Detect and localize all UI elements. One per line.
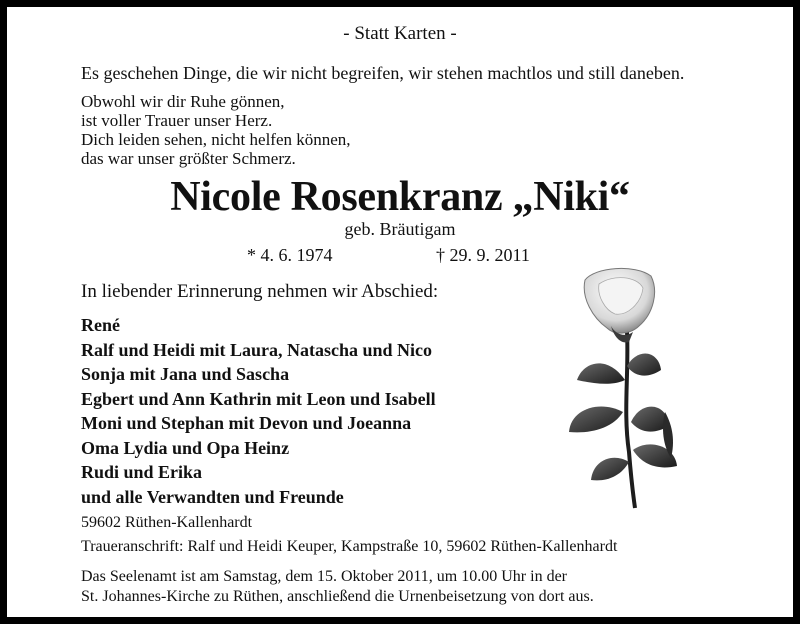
birth-name: geb. Bräutigam [344, 219, 456, 239]
header-text: - Statt Karten - [343, 23, 457, 44]
poem [81, 92, 351, 168]
mourning-address: Traueranschrift: Ralf und Heidi Keuper, Kampstraße 10, 59602 Rüthen-Kallenhardt [81, 538, 618, 555]
poem-line: das war unser größter Schmerz. [81, 149, 296, 168]
rose-image [555, 262, 685, 512]
farewell-intro: In liebender Erinnerung nehmen wir Abschied: [81, 281, 439, 302]
poem-line: Dich leiden sehen, nicht helfen können, [81, 130, 351, 149]
poem-line: Obwohl wir dir Ruhe gönnen, [81, 92, 285, 111]
city-line: 59602 Rüthen-Kallenhardt [81, 514, 253, 531]
mourners-list [81, 313, 436, 509]
mass-line: St. Johannes-Kirche zu Rüthen, anschließend die Urnenbeisetzung von dort aus. [81, 588, 594, 605]
list-item: und alle Verwandten und Freunde [81, 486, 344, 507]
list-item: Oma Lydia und Opa Heinz [81, 437, 290, 458]
list-item: Sonja mit Jana und Sascha [81, 364, 290, 384]
poem-line: ist voller Trauer unser Herz. [81, 111, 273, 130]
death-date: † 29. 9. 2011 [436, 245, 530, 265]
deceased-name: Nicole Rosenkranz „Niki“ [170, 174, 630, 220]
list-item: René [81, 315, 120, 335]
lead-sentence: Es geschehen Dinge, die wir nicht begreifen, wir stehen machtlos und still daneben. [81, 63, 685, 83]
list-item: Ralf und Heidi mit Laura, Natascha und Nico [81, 339, 433, 360]
birth-date: * 4. 6. 1974 [247, 245, 333, 265]
funeral-mass-info [81, 567, 594, 607]
list-item: Rudi und Erika [81, 462, 203, 482]
list-item: Egbert und Ann Kathrin mit Leon und Isabell [81, 388, 436, 409]
mass-line: Das Seelenamt ist am Samstag, dem 15. Oktober 2011, um 10.00 Uhr in der [81, 568, 567, 585]
obituary-notice [7, 7, 793, 617]
list-item: Moni und Stephan mit Devon und Joeanna [81, 413, 412, 433]
